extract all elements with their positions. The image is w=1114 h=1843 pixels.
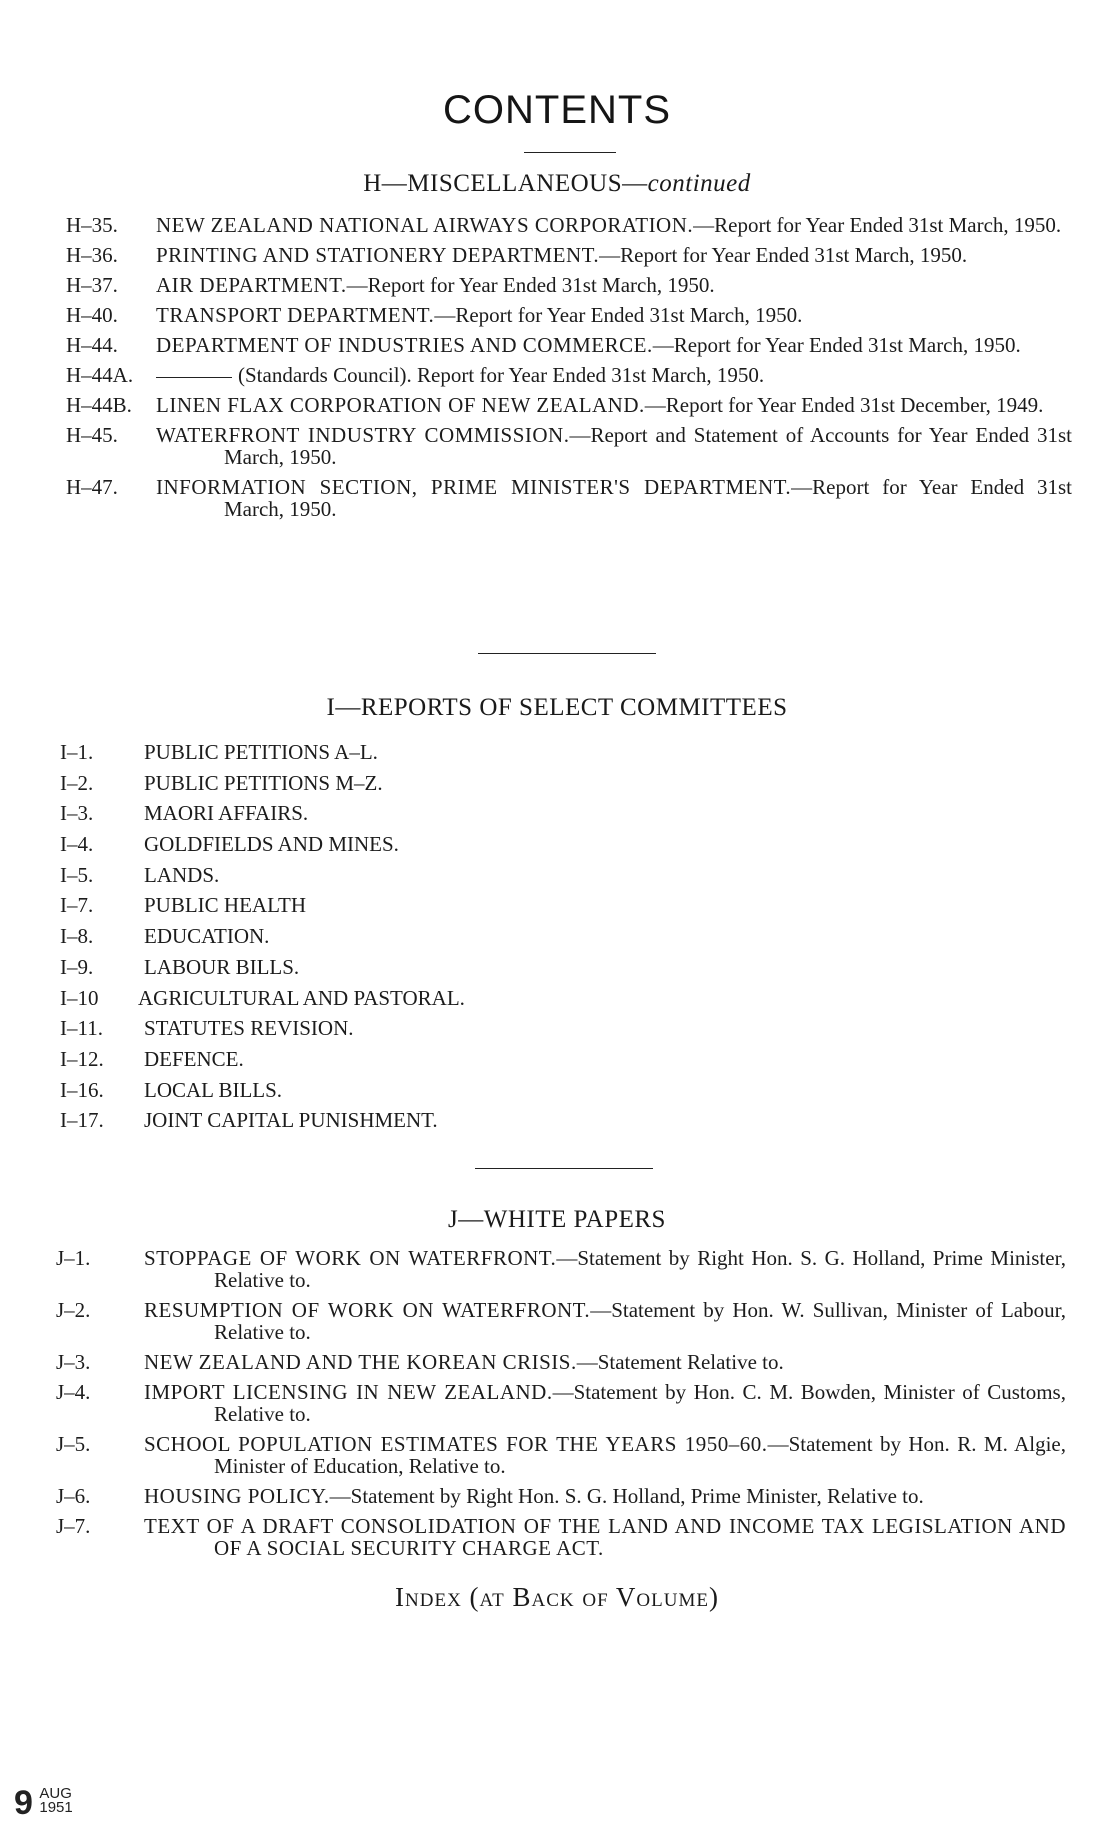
entry-code: H–40. <box>66 303 118 327</box>
entry-code: I–7. <box>60 893 94 918</box>
entry-code: H–44A. <box>66 363 134 387</box>
entry-subject: STOPPAGE OF WORK ON WATERFRONT. <box>144 1246 557 1270</box>
entry-text: —Report and Statement of Accounts for Year Ended 31st March, 1950. <box>224 423 1072 469</box>
list-item <box>0 924 1114 948</box>
entry-code: J–5. <box>56 1432 91 1456</box>
entry-subject: WATERFRONT INDUSTRY COMMISSION. <box>156 423 570 447</box>
title-rule <box>524 152 616 153</box>
entry-code: J–7. <box>56 1514 91 1538</box>
list-item <box>0 771 1114 795</box>
entry-text: —Statement by Right Hon. S. G. Holland, Prime Minister, Relative to. <box>329 1484 924 1508</box>
entry-code: I–2. <box>60 770 94 795</box>
entry-text: —Statement by Hon. C. M. Bowden, Minister of Customs, Relative to. <box>214 1380 1066 1426</box>
list-item <box>0 1485 1114 1507</box>
entry-subject: AIR DEPARTMENT. <box>156 273 347 297</box>
entry-code: I–8. <box>60 924 94 949</box>
entry-text: PUBLIC HEALTH <box>144 893 306 918</box>
list-item <box>0 863 1114 887</box>
entry-text: —Statement by Hon. R. M. Algie, Minister of Education, Relative to. <box>214 1432 1066 1478</box>
list-item <box>0 1108 1114 1132</box>
entry-code: I–17. <box>60 1108 104 1133</box>
list-item <box>0 334 1114 356</box>
list-item <box>0 740 1114 764</box>
entry-text: —Report for Year Ended 31st March, 1950. <box>599 243 968 267</box>
list-item <box>0 832 1114 856</box>
entry-code: H–36. <box>66 243 118 267</box>
entry-code: I–12. <box>60 1046 104 1071</box>
list-item <box>0 424 1114 468</box>
entry-subject: INFORMATION SECTION, PRIME MINISTER'S DEPARTMENT. <box>156 475 792 499</box>
entry-code: H–37. <box>66 273 118 297</box>
list-item <box>0 1247 1114 1291</box>
list-item <box>0 1381 1114 1425</box>
entry-text: JOINT CAPITAL PUNISHMENT. <box>144 1108 438 1133</box>
ditto-dash <box>156 377 232 378</box>
entry-subject: HOUSING POLICY. <box>144 1484 330 1508</box>
entry-code: I–3. <box>60 801 94 826</box>
list-item <box>0 801 1114 825</box>
entry-code: J–6. <box>56 1484 91 1508</box>
entry-subject: PRINTING AND STATIONERY DEPARTMENT. <box>156 243 600 267</box>
list-item <box>0 244 1114 266</box>
entry-text: GOLDFIELDS AND MINES. <box>144 832 399 857</box>
entry-subject: RESUMPTION OF WORK ON WATERFRONT. <box>144 1298 591 1322</box>
index-note: Index (at Back of Volume) <box>395 1582 719 1612</box>
entry-subject: NEW ZEALAND NATIONAL AIRWAYS CORPORATION. <box>156 213 694 237</box>
entry-subject: SCHOOL POPULATION ESTIMATES FOR THE YEARS 1950–60. <box>144 1432 768 1456</box>
entry-subject: LINEN FLAX CORPORATION OF NEW ZEALAND. <box>156 393 645 417</box>
section-divider <box>478 653 656 654</box>
entry-code: H–44. <box>66 333 118 357</box>
list-item <box>0 1351 1114 1373</box>
entry-text: LOCAL BILLS. <box>144 1077 283 1102</box>
entry-subject: TEXT OF A DRAFT CONSOLIDATION OF THE LAND AND INCOME TAX LEGISLATION AND OF A SOCIAL SECURITY CHARGE ACT. <box>144 1514 1066 1560</box>
entry-subject: DEPARTMENT OF INDUSTRIES AND COMMERCE. <box>156 333 653 357</box>
entry-text: EDUCATION. <box>144 924 270 949</box>
entry-subject: IMPORT LICENSING IN NEW ZEALAND. <box>144 1380 553 1404</box>
entry-code: I–16. <box>60 1077 104 1102</box>
entry-text: —Report for Year Ended 31st March, 1950. <box>346 273 715 297</box>
entry-code: I–10 <box>60 985 99 1010</box>
list-item <box>0 1016 1114 1040</box>
section-h-heading <box>0 170 1114 198</box>
section-h-entries <box>0 214 1114 528</box>
list-item <box>0 1433 1114 1477</box>
entry-text: —Report for Year Ended 31st December, 1949. <box>644 393 1044 417</box>
entry-text: MAORI AFFAIRS. <box>144 801 309 826</box>
entry-code: H–45. <box>66 423 118 447</box>
entry-subject: NEW ZEALAND AND THE KOREAN CRISIS. <box>144 1350 577 1374</box>
section-h-heading-main: H—MISCELLANEOUS— <box>363 170 648 197</box>
entry-text: AGRICULTURAL AND PASTORAL. <box>138 985 465 1010</box>
entry-text: DEFENCE. <box>144 1046 244 1071</box>
entry-code: J–3. <box>56 1350 91 1374</box>
page-title: CONTENTS <box>443 88 671 132</box>
entry-code: I–11. <box>60 1016 103 1041</box>
entry-text: LABOUR BILLS. <box>144 954 300 979</box>
stamp-month: AUG <box>39 1785 72 1802</box>
entry-text: PUBLIC PETITIONS M–Z. <box>144 770 383 795</box>
list-item <box>0 986 1114 1010</box>
list-item <box>0 394 1114 416</box>
section-divider <box>475 1168 653 1169</box>
entry-text: —Report for Year Ended 31st March, 1950. <box>224 475 1072 521</box>
entry-text: (Standards Council). Report for Year Ended 31st March, 1950. <box>238 363 765 387</box>
entry-text: LANDS. <box>144 862 220 887</box>
entry-code: H–35. <box>66 213 118 237</box>
entry-text: —Report for Year Ended 31st March, 1950. <box>434 303 803 327</box>
list-item <box>0 893 1114 917</box>
entry-text: —Report for Year Ended 31st March, 1950. <box>693 213 1062 237</box>
entry-text: STATUTES REVISION. <box>144 1016 354 1041</box>
entry-code: I–9. <box>60 954 94 979</box>
entry-text: —Report for Year Ended 31st March, 1950. <box>652 333 1021 357</box>
list-item <box>0 955 1114 979</box>
section-h-heading-continued: continued <box>647 170 751 197</box>
entry-text: —Statement Relative to. <box>576 1350 784 1374</box>
entry-code: I–5. <box>60 862 94 887</box>
entry-code: H–44B. <box>66 393 132 417</box>
entry-text: —Statement by Hon. W. Sullivan, Minister of Labour, Relative to. <box>214 1298 1066 1344</box>
list-item <box>0 1299 1114 1343</box>
entry-text: PUBLIC PETITIONS A–L. <box>144 740 378 764</box>
entry-code: J–1. <box>56 1246 91 1270</box>
section-j-entries <box>0 1247 1114 1567</box>
entry-code: I–1. <box>60 740 94 764</box>
section-j-heading: J—WHITE PAPERS <box>448 1206 666 1233</box>
list-item <box>0 1515 1114 1559</box>
stamp-year: 1951 <box>39 1799 73 1816</box>
entry-text: —Statement by Right Hon. S. G. Holland, Prime Minister, Relative to. <box>214 1246 1066 1292</box>
date-stamp <box>14 1786 73 1820</box>
list-item <box>0 214 1114 236</box>
list-item <box>0 1047 1114 1071</box>
list-item <box>0 304 1114 326</box>
entry-code: H–47. <box>66 475 118 499</box>
entry-code: I–4. <box>60 832 94 857</box>
list-item <box>0 476 1114 520</box>
section-i-entries <box>0 740 1114 1139</box>
list-item <box>0 1078 1114 1102</box>
list-item <box>0 274 1114 296</box>
section-i-heading: I—REPORTS OF SELECT COMMITTEES <box>326 694 788 721</box>
entry-code: J–4. <box>56 1380 91 1404</box>
list-item <box>0 364 1114 386</box>
entry-code: J–2. <box>56 1298 91 1322</box>
entry-subject: TRANSPORT DEPARTMENT. <box>156 303 435 327</box>
stamp-day: 9 <box>14 1784 33 1822</box>
